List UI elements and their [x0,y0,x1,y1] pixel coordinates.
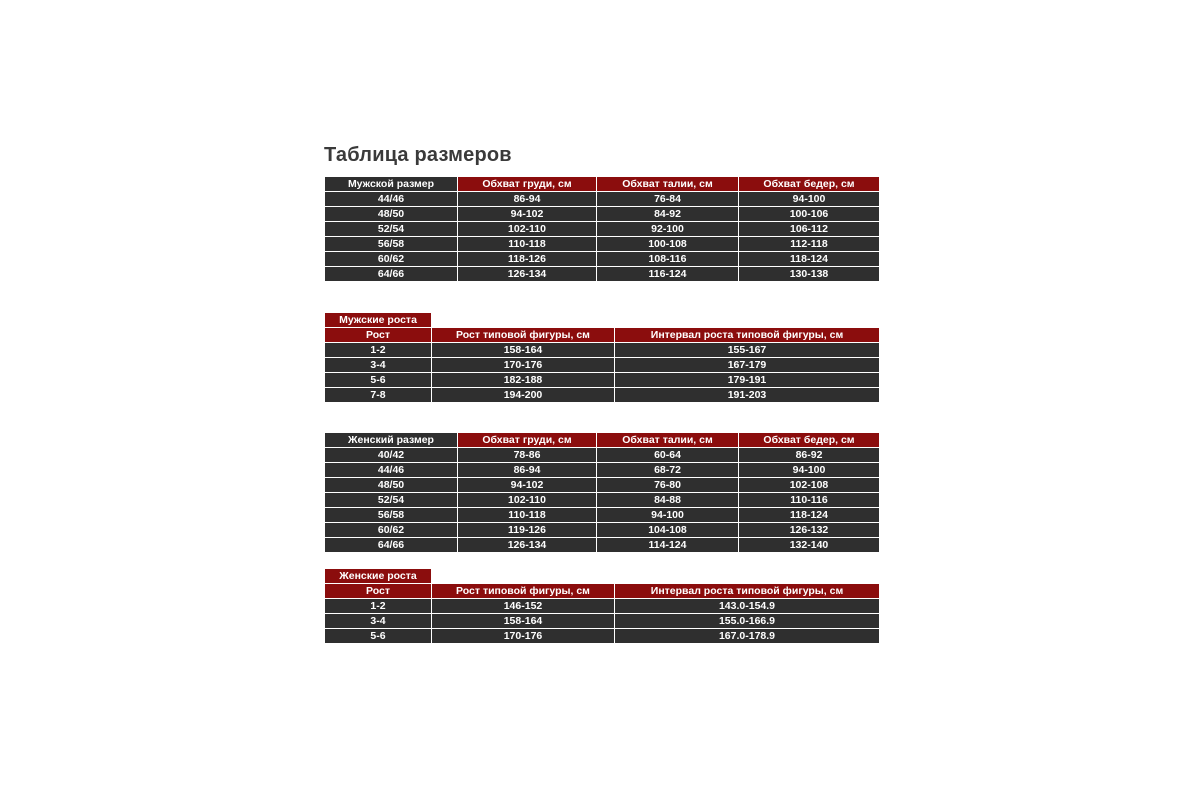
table-header-row [325,177,880,192]
table-cell: 110-116 [739,493,880,508]
table-cell: 94-100 [739,192,880,207]
table-row [325,508,880,523]
table-cell: 126-134 [458,267,597,282]
table-cell: 5-6 [325,373,432,388]
table-cell: 64/66 [325,538,458,553]
women-heights-label: Женские роста [325,569,432,584]
table-header-row [325,584,880,599]
table-cell: 110-118 [458,237,597,252]
column-header: Рост [325,328,432,343]
men-heights-table [324,312,880,403]
table-cell: 1-2 [325,599,432,614]
table-cell: 56/58 [325,237,458,252]
table-cell: 106-112 [739,222,880,237]
table-cell: 68-72 [597,463,739,478]
table-cell: 44/46 [325,463,458,478]
table-cell: 100-106 [739,207,880,222]
table-cell: 94-100 [597,508,739,523]
men-sizes-table [324,176,880,282]
table-row [325,478,880,493]
table-row [325,523,880,538]
table-cell: 114-124 [597,538,739,553]
column-header: Интервал роста типовой фигуры, см [615,328,880,343]
column-header: Рост типовой фигуры, см [432,584,615,599]
table-cell: 44/46 [325,192,458,207]
table-cell: 118-124 [739,508,880,523]
table-cell: 94-102 [458,478,597,493]
table-cell: 158-164 [432,614,615,629]
table-cell: 76-84 [597,192,739,207]
column-header: Обхват груди, см [458,433,597,448]
table-cell: 170-176 [432,629,615,644]
table-cell: 118-124 [739,252,880,267]
women-sizes-table [324,432,880,553]
table-row [325,614,880,629]
table-cell: 3-4 [325,614,432,629]
table-header-row [325,433,880,448]
table-row [325,493,880,508]
table-cell: 7-8 [325,388,432,403]
table-row [325,599,880,614]
table-cell: 191-203 [615,388,880,403]
table-header-row [325,328,880,343]
table-row [325,373,880,388]
table-cell: 118-126 [458,252,597,267]
table-cell: 86-92 [739,448,880,463]
table-cell: 143.0-154.9 [615,599,880,614]
column-header: Мужской размер [325,177,458,192]
table-cell: 48/50 [325,478,458,493]
table-cell: 64/66 [325,267,458,282]
table-cell: 146-152 [432,599,615,614]
table-cell: 60-64 [597,448,739,463]
table-cell: 102-110 [458,222,597,237]
table-cell: 155-167 [615,343,880,358]
table-cell: 104-108 [597,523,739,538]
table-row [325,463,880,478]
table-cell: 86-94 [458,463,597,478]
column-header: Рост [325,584,432,599]
table-cell: 40/42 [325,448,458,463]
table-cell: 1-2 [325,343,432,358]
column-header: Женский размер [325,433,458,448]
table-cell: 56/58 [325,508,458,523]
table-row [325,538,880,553]
table-cell: 60/62 [325,252,458,267]
table-cell: 130-138 [739,267,880,282]
table-cell: 102-110 [458,493,597,508]
table-cell: 76-80 [597,478,739,493]
table-cell: 126-134 [458,538,597,553]
table-caption-row [325,313,880,328]
table-row [325,388,880,403]
column-header: Интервал роста типовой фигуры, см [615,584,880,599]
table-caption-row [325,569,880,584]
table-cell: 92-100 [597,222,739,237]
men-heights-label: Мужские роста [325,313,432,328]
table-cell: 102-108 [739,478,880,493]
column-header: Обхват талии, см [597,433,739,448]
table-cell: 158-164 [432,343,615,358]
table-cell: 116-124 [597,267,739,282]
table-row [325,267,880,282]
table-cell: 179-191 [615,373,880,388]
column-header: Рост типовой фигуры, см [432,328,615,343]
table-cell: 5-6 [325,629,432,644]
table-cell: 182-188 [432,373,615,388]
table-cell: 86-94 [458,192,597,207]
table-cell: 78-86 [458,448,597,463]
table-row [325,237,880,252]
table-cell: 84-92 [597,207,739,222]
table-cell: 3-4 [325,358,432,373]
table-cell: 112-118 [739,237,880,252]
page-title: Таблица размеров [324,144,512,166]
column-header: Обхват груди, см [458,177,597,192]
column-header: Обхват бедер, см [739,177,880,192]
table-cell: 84-88 [597,493,739,508]
table-cell: 155.0-166.9 [615,614,880,629]
table-row [325,222,880,237]
table-cell: 52/54 [325,222,458,237]
table-cell: 94-100 [739,463,880,478]
table-cell: 170-176 [432,358,615,373]
table-row [325,448,880,463]
women-heights-table [324,568,880,644]
table-cell: 52/54 [325,493,458,508]
table-row [325,192,880,207]
table-row [325,343,880,358]
table-row [325,629,880,644]
table-row [325,252,880,267]
table-cell: 100-108 [597,237,739,252]
table-cell: 60/62 [325,523,458,538]
table-row [325,358,880,373]
table-cell: 110-118 [458,508,597,523]
table-cell: 48/50 [325,207,458,222]
table-cell: 94-102 [458,207,597,222]
table-cell: 108-116 [597,252,739,267]
table-cell: 119-126 [458,523,597,538]
column-header: Обхват талии, см [597,177,739,192]
table-cell: 194-200 [432,388,615,403]
table-row [325,207,880,222]
column-header: Обхват бедер, см [739,433,880,448]
table-cell: 126-132 [739,523,880,538]
table-cell: 167-179 [615,358,880,373]
table-cell: 132-140 [739,538,880,553]
table-cell: 167.0-178.9 [615,629,880,644]
